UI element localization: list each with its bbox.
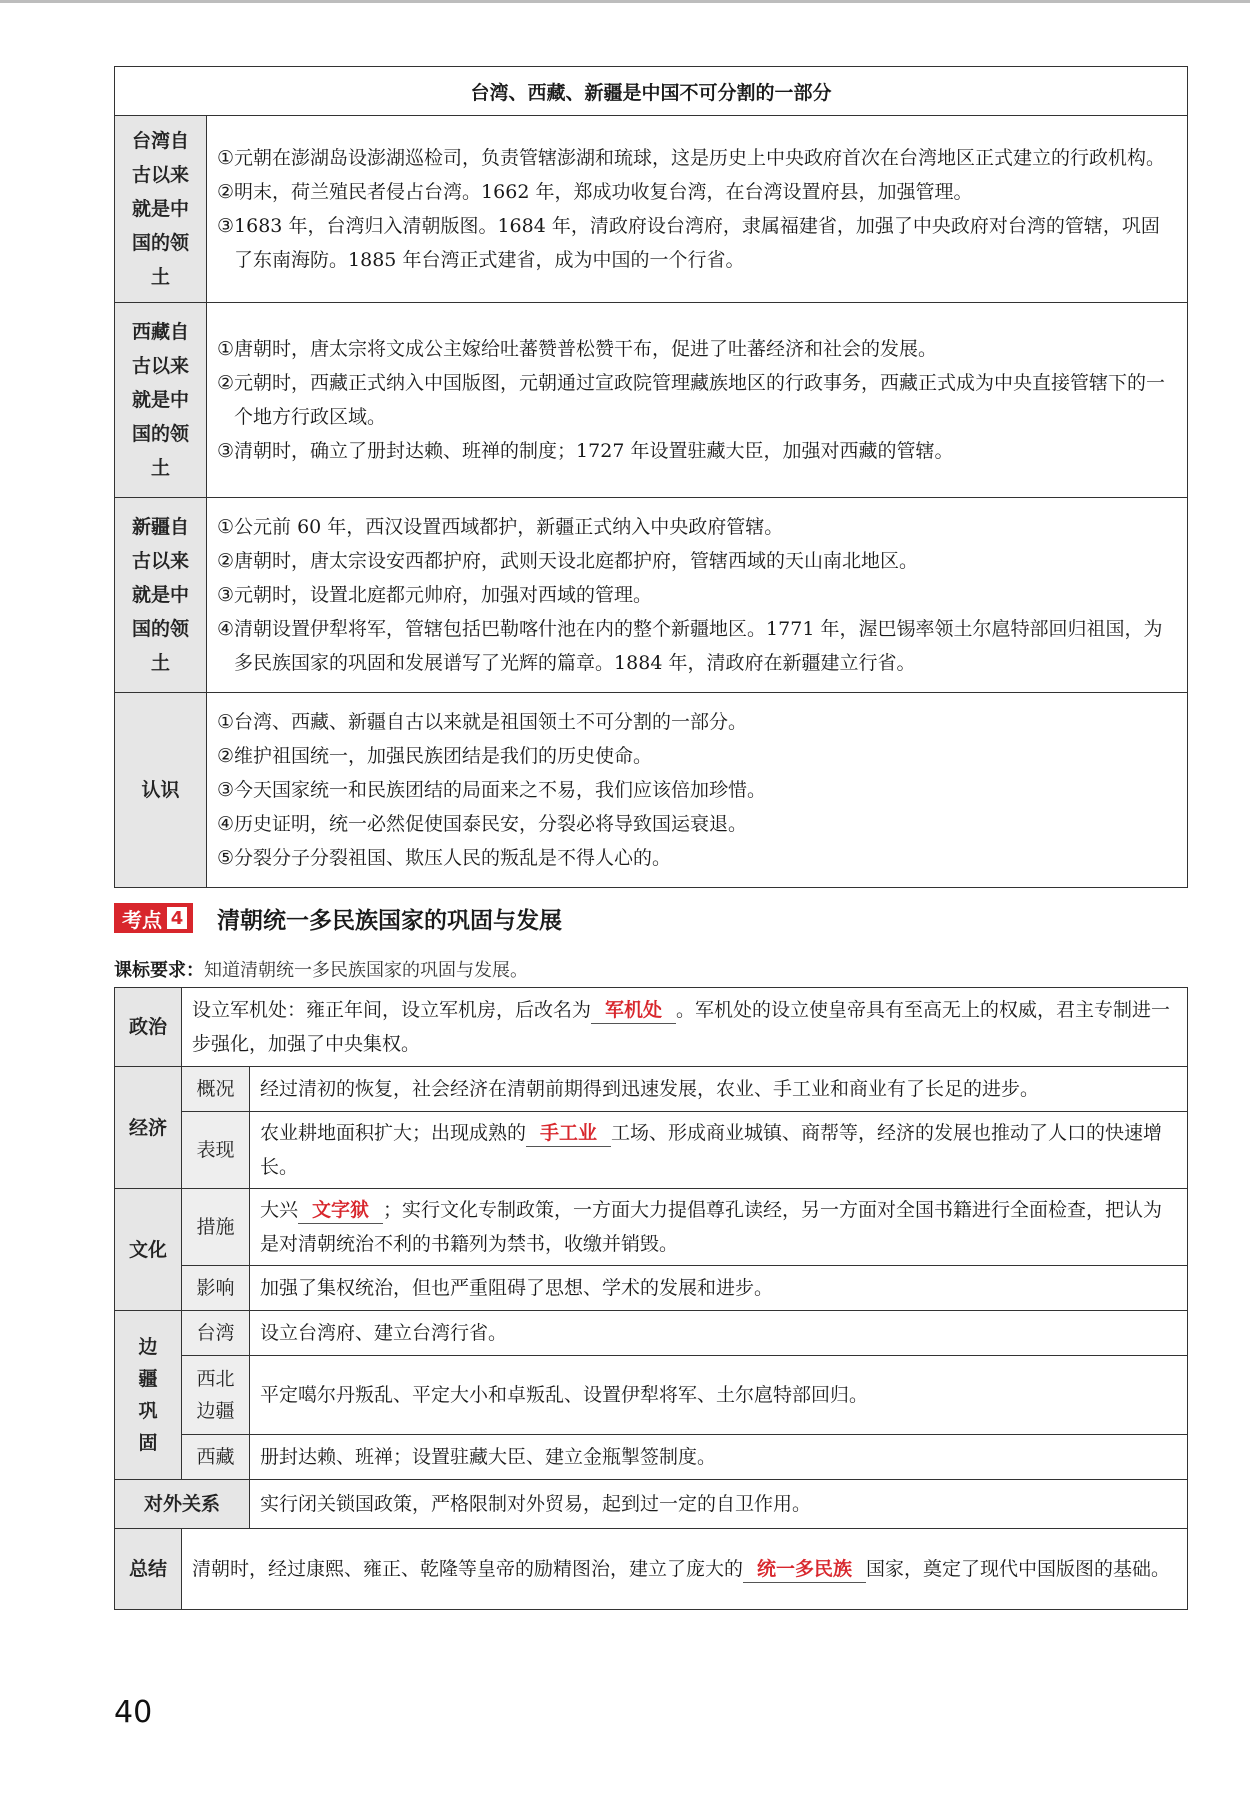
list-item: ① 唐朝时，唐太宗将文成公主嫁给吐蕃赞普松赞干布，促进了吐蕃经济和社会的发展。 <box>217 338 938 360</box>
row-label-understanding: 认识 <box>115 693 207 888</box>
list-item: ④ 历史证明，统一必然促使国泰民安，分裂必将导致国运衰退。 <box>217 813 748 835</box>
sub-label-impact: 影响 <box>182 1266 250 1311</box>
territory-table-header: 台湾、西藏、新疆是中国不可分割的一部分 <box>115 67 1188 116</box>
economy-performance: 农业耕地面积扩大；出现成熟的 手工业 工场、形成商业城镇、商帮等，经济的发展也推动了人口的快速增长。 <box>250 1112 1188 1189</box>
table-row <box>115 1266 1188 1311</box>
list-item: ④ 清朝设置伊犁将军，管辖包括巴勒喀什池在内的整个新疆地区。1771 年，渥巴锡率领土尔扈特部回归祖国，为多民族国家的巩固和发展谱写了光辉的篇章。1884 年，清政府在新疆建立行省。 <box>217 618 1163 674</box>
row-label-taiwan: 台湾自古以来就是中国的领土 <box>115 116 207 303</box>
culture-measures: 大兴 文字狱 ；实行文化专制政策，一方面大力提倡尊孔读经，另一方面对全国书籍进行全面检查，把认为是对清朝统治不利的书籍列为禁书，收缴并销毁。 <box>250 1189 1188 1266</box>
list-item: ⑤ 分裂分子分裂祖国、欺压人民的叛乱是不得人心的。 <box>217 847 672 869</box>
territory-table <box>114 66 1188 888</box>
table-row <box>115 303 1188 498</box>
row-content-taiwan <box>207 116 1188 303</box>
table-row <box>115 693 1188 888</box>
border-northwest: 平定噶尔丹叛乱、平定大小和卓叛乱、设置伊犁将军、土尔扈特部回归。 <box>250 1356 1188 1435</box>
row-label-summary: 总结 <box>115 1529 182 1610</box>
row-content-tibet <box>207 303 1188 498</box>
row-label-border: 边疆巩固 <box>115 1311 182 1480</box>
table-row <box>115 1311 1188 1356</box>
kaodian-number: 4 <box>167 907 187 929</box>
list-item: ① 台湾、西藏、新疆自古以来就是祖国领土不可分割的一部分。 <box>217 711 748 733</box>
politics-content: 设立军机处：雍正年间，设立军机房，后改名为 军机处 。军机处的设立使皇帝具有至高无上的权威，君主专制进一步强化，加强了中央集权。 <box>182 988 1188 1067</box>
row-label-culture: 文化 <box>115 1189 182 1311</box>
answer-blank: 手工业 <box>526 1120 611 1147</box>
list-item: ② 维护祖国统一，加强民族团结是我们的历史使命。 <box>217 745 653 767</box>
table-row <box>115 1435 1188 1480</box>
table-row <box>115 1529 1188 1610</box>
table-row <box>115 1112 1188 1189</box>
foreign-relations: 实行闭关锁国政策，严格限制对外贸易，起到过一定的自卫作用。 <box>250 1480 1188 1529</box>
page-number: 40 <box>114 1695 153 1730</box>
table-row <box>115 1067 1188 1112</box>
list-item: ① 元朝在澎湖岛设澎湖巡检司，负责管辖澎湖和琉球，这是历史上中央政府首次在台湾地区正式建立的行政机构。 <box>217 147 1166 169</box>
sub-label-measures: 措施 <box>182 1189 250 1266</box>
table-row <box>115 1189 1188 1266</box>
requirement-label: 课标要求： <box>114 960 204 981</box>
list-item: ③ 元朝时，设置北庭都元帅府，加强对西域的管理。 <box>217 584 653 606</box>
table-row <box>115 1356 1188 1435</box>
top-rule <box>0 0 1250 3</box>
row-label-economy: 经济 <box>115 1067 182 1189</box>
summary-content: 清朝时，经过康熙、雍正、乾隆等皇帝的励精图治，建立了庞大的 统一多民族 国家，奠定了现代中国版图的基础。 <box>182 1529 1188 1610</box>
table-row <box>115 988 1188 1067</box>
list-item: ② 明末，荷兰殖民者侵占台湾。1662 年，郑成功收复台湾，在台湾设置府县，加强管理。 <box>217 181 973 203</box>
section-heading <box>114 902 562 934</box>
list-item: ① 公元前 60 年，西汉设置西域都护，新疆正式纳入中央政府管辖。 <box>217 516 784 538</box>
list-item: ② 唐朝时，唐太宗设安西都护府，武则天设北庭都护府，管辖西域的天山南北地区。 <box>217 550 919 572</box>
row-label-foreign: 对外关系 <box>115 1480 250 1529</box>
culture-impact: 加强了集权统治，但也严重阻碍了思想、学术的发展和进步。 <box>250 1266 1188 1311</box>
list-item: ③ 1683 年，台湾归入清朝版图。1684 年，清政府设台湾府，隶属福建省，加强了中央政府对台湾的管辖，巩固了东南海防。1885 年台湾正式建省，成为中国的一个行省。 <box>217 215 1160 271</box>
answer-blank: 文字狱 <box>298 1197 383 1224</box>
answer-blank: 军机处 <box>591 997 676 1024</box>
table-row <box>115 498 1188 693</box>
list-item: ③ 今天国家统一和民族团结的局面来之不易，我们应该倍加珍惜。 <box>217 779 767 801</box>
sub-label-overview: 概况 <box>182 1067 250 1112</box>
border-tibet: 册封达赖、班禅；设置驻藏大臣、建立金瓶掣签制度。 <box>250 1435 1188 1480</box>
economy-overview: 经过清初的恢复，社会经济在清朝前期得到迅速发展，农业、手工业和商业有了长足的进步。 <box>250 1067 1188 1112</box>
border-taiwan: 设立台湾府、建立台湾行省。 <box>250 1311 1188 1356</box>
requirement-text: 知道清朝统一多民族国家的巩固与发展。 <box>204 960 528 981</box>
curriculum-requirement <box>114 956 528 982</box>
row-content-xinjiang <box>207 498 1188 693</box>
row-label-tibet: 西藏自古以来就是中国的领土 <box>115 303 207 498</box>
sub-label-taiwan: 台湾 <box>182 1311 250 1356</box>
kaodian-badge: 考点 4 <box>114 903 193 933</box>
qing-dynasty-table <box>114 987 1188 1610</box>
row-content-understanding <box>207 693 1188 888</box>
answer-blank: 统一多民族 <box>743 1556 866 1583</box>
row-label-xinjiang: 新疆自古以来就是中国的领土 <box>115 498 207 693</box>
sub-label-northwest: 西北边疆 <box>182 1356 250 1435</box>
table-row <box>115 116 1188 303</box>
sub-label-tibet: 西藏 <box>182 1435 250 1480</box>
section-title: 清朝统一多民族国家的巩固与发展 <box>217 906 562 934</box>
table-row <box>115 1480 1188 1529</box>
sub-label-performance: 表现 <box>182 1112 250 1189</box>
row-label-politics: 政治 <box>115 988 182 1067</box>
list-item: ② 元朝时，西藏正式纳入中国版图，元朝通过宣政院管理藏族地区的行政事务，西藏正式成为中央直接管辖下的一个地方行政区域。 <box>217 372 1166 428</box>
list-item: ③ 清朝时，确立了册封达赖、班禅的制度；1727 年设置驻藏大臣，加强对西藏的管辖。 <box>217 440 954 462</box>
